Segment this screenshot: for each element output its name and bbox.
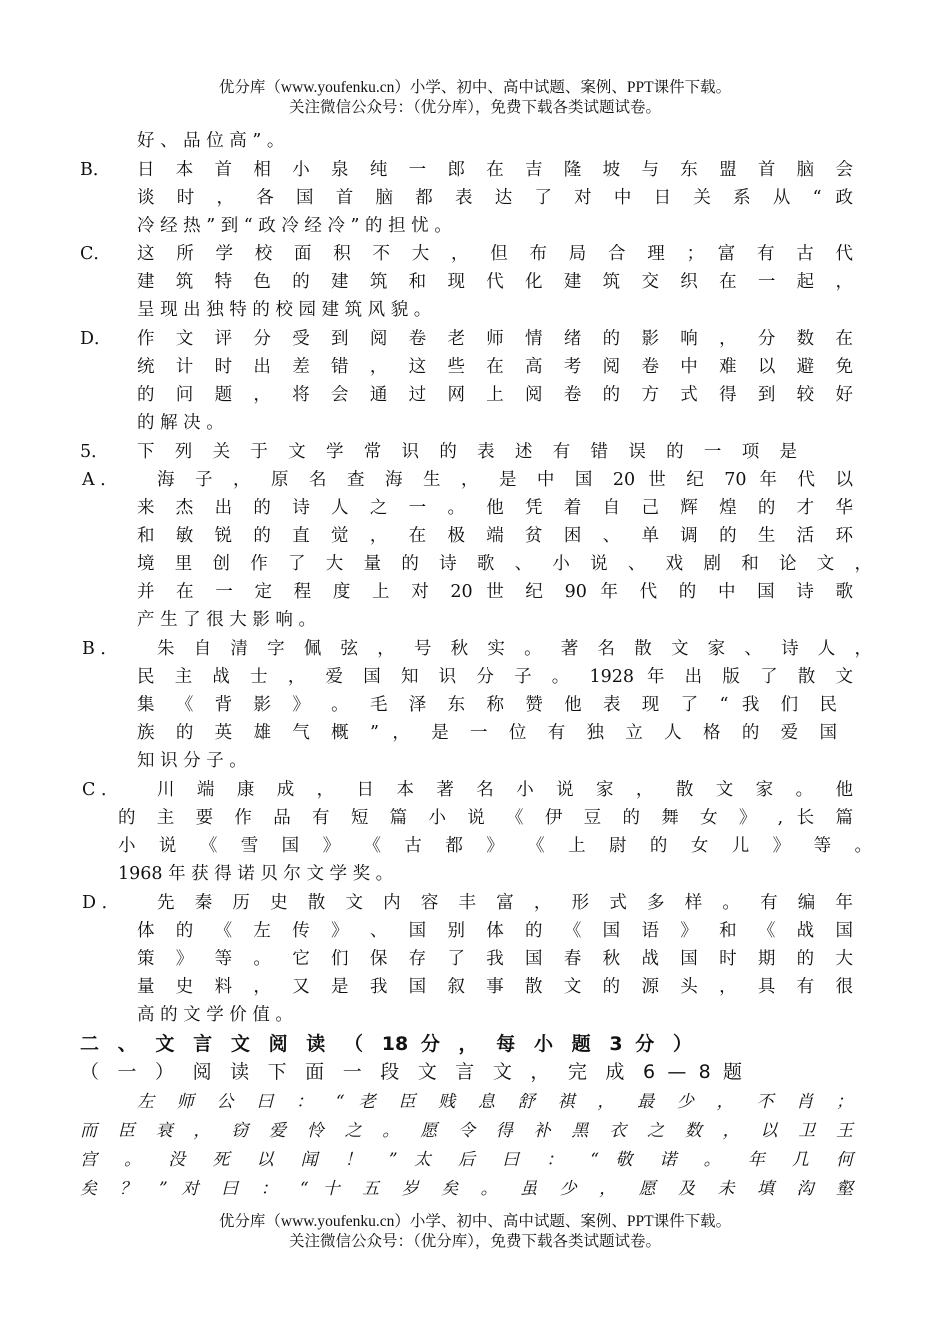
q5-option-b-line: 族 的 英 雄 气 概 ” ， 是 一 位 有 独 立 人 格 的 爱 国 (137, 723, 837, 743)
passage-line: 矣 ？ ” 对 曰 ： “ 十 五 岁 矣 。 虽 少 ， 愿 及 未 填 沟 壑 (80, 1179, 853, 1199)
q5-option-b-line: 民 主 战 士 ， 爱 国 知 识 分 子 。 1928 年 出 版 了 散 文 (137, 667, 853, 687)
q5-stem: 下 列 关 于 文 学 常 识 的 表 述 有 错 误 的 一 项 是 (137, 442, 797, 462)
q5-stem-label: 5． (80, 442, 109, 462)
section-2-subtitle: （ 一 ） 阅 读 下 面 一 段 文 言 文 ， 完 成 6 — 8 题 (80, 1061, 742, 1083)
q5-option-a-line: 境 里 创 作 了 大 量 的 诗 歌 、 小 说 、 戏 剧 和 论 文 ， (137, 554, 872, 574)
q4-option-b-label: B． (80, 160, 111, 180)
q5-option-b-line: 集 《 背 影 》 。 毛 泽 东 称 赞 他 表 现 了 “ 我 们 民 (137, 695, 837, 715)
q4-option-b-line: 谈 时 ， 各 国 首 脑 都 表 达 了 对 中 日 关 系 从 “ 政 (137, 188, 853, 208)
q5-option-d-line: 策 》 等 。 它 们 保 存 了 我 国 春 秋 战 国 时 期 的 大 (137, 949, 853, 969)
q4-option-c-line: 这 所 学 校 面 积 不 大 ， 但 布 局 合 理 ； 富 有 古 代 (137, 244, 853, 264)
page-header-line-1: 优分库（www.youfenku.cn）小学、初中、高中试题、案例、PPT课件下载。 (218, 79, 732, 96)
q5-option-c-line: 1968 年 获 得 诺 贝 尔 文 学 奖 。 (118, 864, 394, 884)
q5-option-d-line: 先 秦 历 史 散 文 内 容 丰 富 ， 形 式 多 样 。 有 编 年 (157, 893, 853, 913)
q4-option-d-line: 统 计 时 出 差 错 ， 这 些 在 高 考 阅 卷 中 难 以 避 免 (137, 357, 853, 377)
q5-option-d-line: 体 的 《 左 传 》 、 国 别 体 的 《 国 语 》 和 《 战 国 (137, 921, 853, 941)
q5-option-a-line: 来 杰 出 的 诗 人 之 一 。 他 凭 着 自 己 辉 煌 的 才 华 (137, 498, 853, 518)
passage-line: 宫 。 没 死 以 闻 ！ ” 太 后 曰 ： “ 敬 诺 。 年 几 何 (80, 1150, 853, 1170)
q5-option-b-label: B ． (82, 639, 118, 659)
q5-option-c-line: 小 说 《 雪 国 》 《 古 都 》 《 上 尉 的 女 儿 》 等 。 (118, 836, 872, 856)
q4-option-b-line: 日 本 首 相 小 泉 纯 一 郎 在 吉 隆 坡 与 东 盟 首 脑 会 (137, 160, 853, 180)
q5-option-a-line: 产 生 了 很 大 影 响 。 (137, 610, 316, 630)
q4-option-c-line: 呈 现 出 独 特 的 校 园 建 筑 风 貌 。 (137, 300, 432, 320)
q4-option-d-label: D． (80, 329, 112, 349)
q4-option-d-line: 的 问 题 ， 将 会 通 过 网 上 阅 卷 的 方 式 得 到 较 好 (137, 385, 853, 405)
page-footer-line-1: 优分库（www.youfenku.cn）小学、初中、高中试题、案例、PPT课件下载。 (218, 1213, 732, 1230)
q5-option-a-line: 海 子 ， 原 名 查 海 生 ， 是 中 国 20 世 纪 70 年 代 以 (157, 470, 853, 490)
q4-option-b-line: 冷 经 热 ” 到 “ 政 冷 经 冷 ” 的 担 忧 。 (137, 216, 452, 236)
passage-line: 而 臣 衰 ， 窃 爱 怜 之 。 愿 令 得 补 黑 衣 之 数 ， 以 卫 王 (80, 1121, 853, 1141)
q5-option-a-label: A ． (82, 470, 118, 490)
q5-option-d-line: 高 的 文 学 价 值 。 (137, 1005, 293, 1025)
q4-option-d-line: 的 解 决 。 (137, 413, 224, 433)
q5-option-b-line: 朱 自 清 字 佩 弦 ， 号 秋 实 。 著 名 散 文 家 、 诗 人 ， (157, 639, 872, 659)
q4-option-d-line: 作 文 评 分 受 到 阅 卷 老 师 情 绪 的 影 响 ， 分 数 在 (137, 329, 853, 349)
section-2-title: 二 、 文 言 文 阅 读 （ 18 分 ， 每 小 题 3 分 ） (80, 1033, 692, 1055)
page-header-line-2: 关注微信公众号：（优分库），免费下载各类试题试卷。 (288, 99, 661, 116)
page-footer-line-2: 关注微信公众号：（优分库），免费下载各类试题试卷。 (288, 1233, 661, 1250)
q5-option-c-line: 的 主 要 作 品 有 短 篇 小 说 《 伊 豆 的 舞 女 》 , 长 篇 (118, 808, 853, 828)
q5-option-c-label: C ． (82, 780, 119, 800)
passage-line: 左 师 公 曰 ： “ 老 臣 贱 息 舒 祺 ， 最 少 ， 不 肖 ； (137, 1092, 853, 1112)
q4-option-c-label: C． (80, 244, 111, 264)
q5-option-c-line: 川 端 康 成 ， 日 本 著 名 小 说 家 ， 散 文 家 。 他 (157, 780, 853, 800)
q4-option-a-tail: 好 、 品 位 高 ” 。 (137, 131, 285, 151)
q5-option-d-line: 量 史 料 ， 又 是 我 国 叙 事 散 文 的 源 头 ， 具 有 很 (137, 977, 853, 997)
q4-option-c-line: 建 筑 特 色 的 建 筑 和 现 代 化 建 筑 交 织 在 一 起 ， (137, 272, 853, 292)
q5-option-a-line: 和 敏 锐 的 直 觉 ， 在 极 端 贫 困 、 单 调 的 生 活 环 (137, 526, 853, 546)
q5-option-b-line: 知 识 分 子 。 (137, 751, 247, 771)
q5-option-a-line: 并 在 一 定 程 度 上 对 20 世 纪 90 年 代 的 中 国 诗 歌 (137, 582, 853, 602)
q5-option-d-label: D ． (82, 893, 120, 913)
